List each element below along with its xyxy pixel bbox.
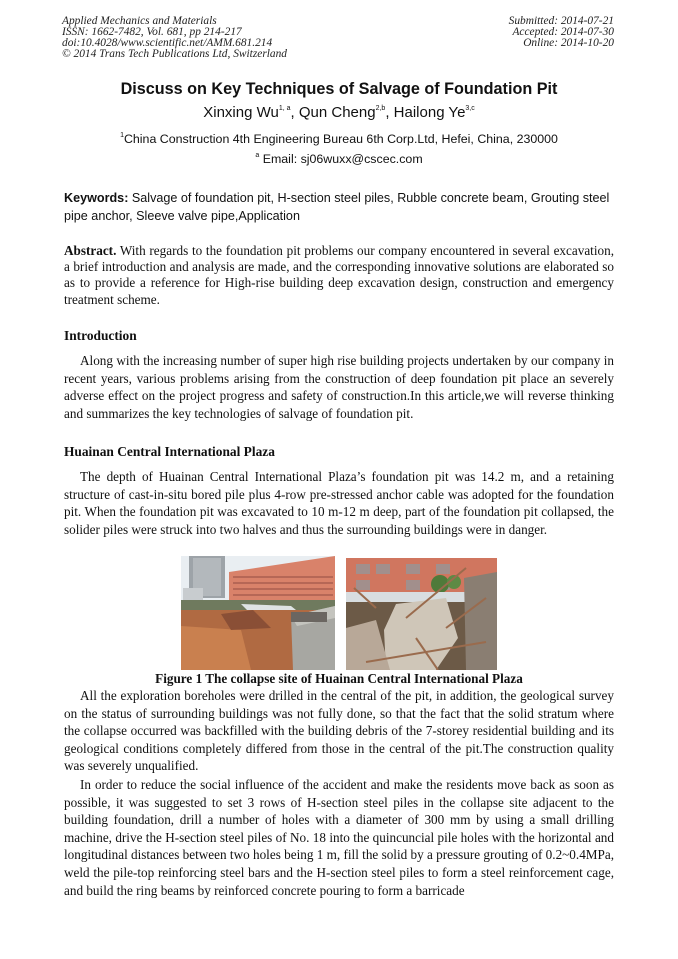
- figure-1-photo-broken-pile: [346, 558, 497, 670]
- affiliation-text: China Construction 4th Engineering Bureau 6th Corp.Ltd, Hefei, China, 230000: [123, 132, 558, 146]
- affiliation-sup: 1: [120, 132, 124, 139]
- author-sup: 2,b: [375, 105, 386, 112]
- email-sup: a: [255, 152, 260, 159]
- email-line: [0, 152, 678, 166]
- submitted-date: Submitted: 2014-07-21: [508, 15, 614, 27]
- author-sup: 1, a: [278, 105, 291, 112]
- huainan-paragraph-2: All the exploration boreholes were drilled in the central of the pit, in addition, the geological survey on the status of surrounding buildings was not fully done, so that the fact that the solid stratum where the collapse occurred was backfilled with the building debris of the 7-storey residential building and its geological conditions completely differed from those in the central of the pit.The construction quality was severely unqualified.: [64, 688, 614, 774]
- online-date: Online: 2014-10-20: [523, 37, 614, 49]
- abstract-label: Abstract.: [64, 243, 117, 258]
- doi-line: doi:10.4028/www.scientific.net/AMM.681.214: [62, 37, 273, 49]
- dates-header: [509, 16, 614, 49]
- author-name: Qun Cheng: [298, 104, 376, 121]
- introduction-paragraph: Along with the increasing number of super high rise building projects undertaken by our company in recent years, various problems arising from the construction of deep foundation pit place an severely adverse effect on the project progress and safety of construction.In this article,we will reverse thinking and summarizes the key technologies of salvage of foundation pit.: [64, 353, 614, 421]
- author-name: Xinxing Wu: [203, 104, 279, 121]
- huainan-paragraph-3: In order to reduce the social influence of the accident and make the residents move back as soon as possible, it was suggested to set 3 rows of H-section steel piles in the collapse site adjacent to the building foundation, drill a number of holes with a diameter of 300 mm by using a small drilling machine, drive the H-section steel piles of No. 18 into the quincuncial pile holes with the horizontal and longitudinal distances between two holes being 1 m, fill the solid by a pressure grouting of 0.2~0.4MPa, weld the pile-top reinforcing steel bars and the H-section steel piles to form a steel reinforcement cage, and build the ring beams by reinforced concrete pouring to form a barricade: [64, 777, 614, 898]
- author-separator: ,: [385, 104, 394, 121]
- section-heading-introduction: Introduction: [64, 328, 137, 343]
- affiliation: [0, 132, 678, 146]
- author-separator: ,: [290, 104, 299, 121]
- keywords-text: Salvage of foundation pit, H-section steel piles, Rubble concrete beam, Grouting steel pipe anchor, Sleeve valve pipe,Application: [64, 191, 610, 223]
- huainan-paragraph-1: The depth of Huainan Central International Plaza’s foundation pit was 14.2 m, and a retaining structure of cast-in-situ bored pile plus 4-row pre-stressed anchor cable was adopted for the foundation pit. When the foundation pit was excavated to 10 m-12 m deep, part of the foundation pit collapsed, the solider piles were struck into two halves and thus the surrounding buildings were in danger.: [64, 469, 614, 537]
- abstract-block: [64, 243, 614, 308]
- figure-1-caption: Figure 1 The collapse site of Huainan Central International Plaza: [155, 671, 523, 686]
- author-list: [0, 104, 678, 121]
- keywords-label: Keywords:: [64, 191, 129, 205]
- keywords-block: [64, 189, 616, 225]
- author-name: Hailong Ye: [393, 104, 466, 121]
- abstract-text: With regards to the foundation pit problems our company encountered in several excavation, a brief introduction and analysis are made, and the corresponding innovative solutions are elaborated so as to provide a reference for High-rise building deep excavation design, construction and emergency treatment scheme.: [64, 243, 614, 307]
- paper-title: Discuss on Key Techniques of Salvage of Foundation Pit: [120, 80, 558, 98]
- accepted-date: Accepted: 2014-07-30: [512, 26, 614, 38]
- figure-1-photo-collapse-site: [181, 556, 335, 670]
- issn-line: ISSN: 1662-7482, Vol. 681, pp 214-217: [62, 26, 242, 38]
- author-sup: 3,c: [465, 105, 475, 112]
- email-text: Email: sj06wuxx@cscec.com: [259, 152, 423, 166]
- journal-name: Applied Mechanics and Materials: [62, 15, 217, 27]
- copyright-line: © 2014 Trans Tech Publications Ltd, Switzerland: [62, 48, 287, 60]
- journal-header: [62, 16, 287, 60]
- section-heading-huainan: Huainan Central International Plaza: [64, 444, 275, 459]
